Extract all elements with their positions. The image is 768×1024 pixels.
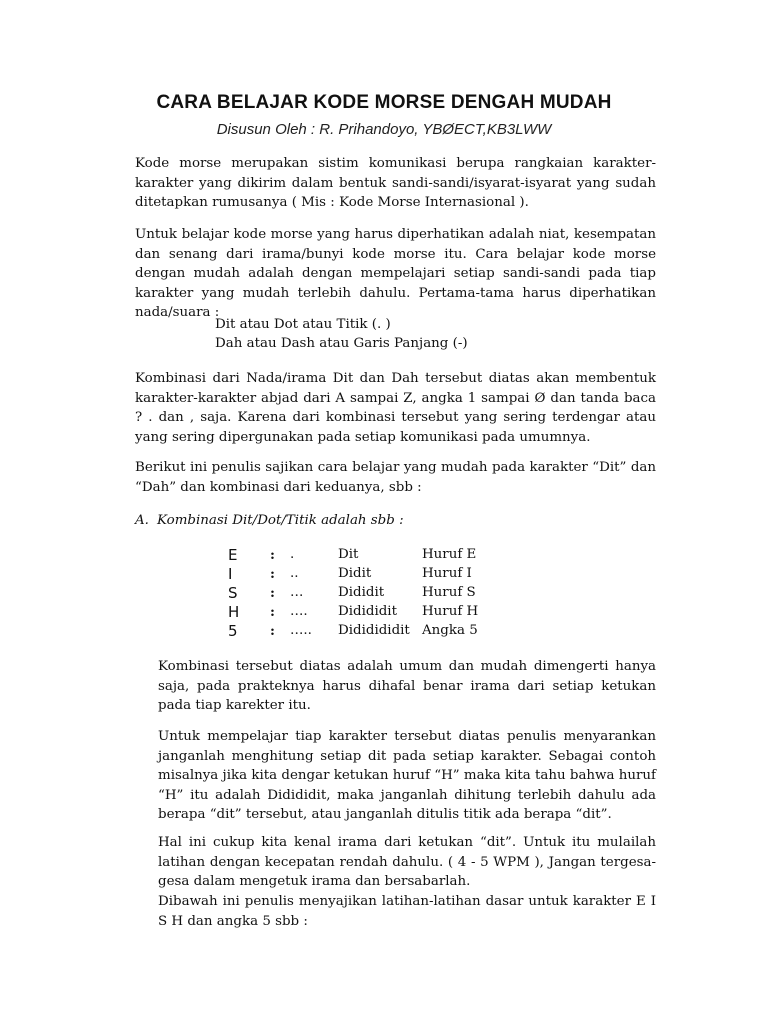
- combo-colon: :: [270, 603, 275, 620]
- combo-char: E: [228, 545, 238, 564]
- rhythm-paragraph: Hal ini cukup kita kenal irama dari ketukan “dit”. Untuk itu mulailah latihan dengan kecepatan rendah dahulu. ( 4 - 5 WPM ), Jangan tergesa-gesa dalam mengetuk irama dan bersabarlah.: [158, 835, 656, 890]
- combo-desc: Huruf I: [422, 566, 472, 581]
- combo-char: 5: [228, 621, 238, 640]
- table-row: [228, 621, 478, 640]
- combo-colon: :: [270, 584, 275, 601]
- combo-dots: ..: [290, 566, 299, 581]
- table-row: [228, 602, 478, 621]
- combo-name: Didit: [338, 566, 372, 581]
- section-a-text: Kombinasi Dit/Dot/Titik adalah sbb :: [157, 513, 404, 528]
- intro-paragraph: Kode morse merupakan sistim komunikasi berupa rangkaian karakter-karakter yang dikirim dalam bentuk sandi-sandi/isyarat-isyarat yang sudah ditetapkan rumusanya ( Mis : Kode Morse Internasional ).: [135, 156, 656, 211]
- combo-desc: Huruf S: [422, 585, 476, 600]
- combo-dots: .: [290, 547, 295, 562]
- combo-name: Didididit: [338, 604, 397, 619]
- combo-colon: :: [270, 546, 275, 563]
- combination-paragraph: Kombinasi dari Nada/irama Dit dan Dah tersebut diatas akan membentuk karakter-karakter abjad dari A sampai Z, angka 1 sampai Ø dan tanda baca ? . dan , saja. Karena dari kombinasi tersebut yang sering terdengar atau yang sering dipergunakan pada setiap komunikasi pada umumnya.: [135, 371, 656, 445]
- combo-dots: …: [290, 585, 304, 600]
- definition-dah: Dah atau Dash atau Garis Panjang (-): [215, 336, 468, 351]
- learning-paragraph: Untuk belajar kode morse yang harus diperhatikan adalah niat, kesempatan dan senang dari irama/bunyi kode morse itu. Cara belajar kode morse dengan mudah adalah dengan mempelajari setiap sandi-sandi pada tiap karakter yang mudah terlebih dahulu. Pertama-tama harus diperhatikan nada/suara :: [135, 227, 656, 321]
- table-row: [228, 545, 478, 564]
- exercise-intro-paragraph: Dibawah ini penulis menyajikan latihan-latihan dasar untuk karakter E I S H dan angka 5 sbb :: [158, 894, 656, 929]
- advice-paragraph: Untuk mempelajar tiap karakter tersebut diatas penulis menyarankan janganlah menghitung setiap dit pada setiap karakter. Sebagai contoh misalnya jika kita dengar ketukan huruf “H” maka kita tahu bahwa huruf “H” itu adalah Didididit, maka janganlah dihitung terlebih dahulu ada berapa “dit” tersebut, atau janganlah ditulis titik ada berapa “dit”.: [158, 729, 656, 823]
- document-author: Disusun Oleh : R. Prihandoyo, YBØECT,KB3LWW: [216, 121, 552, 138]
- combo-name: Dididididit: [338, 623, 410, 638]
- combo-name: Dididit: [338, 585, 385, 600]
- presentation-paragraph: Berikut ini penulis sajikan cara belajar yang mudah pada karakter “Dit” dan “Dah” dan kombinasi dari keduanya, sbb :: [135, 460, 656, 495]
- combo-colon: :: [270, 622, 275, 639]
- definition-dit: Dit atau Dot atau Titik (. ): [215, 317, 391, 332]
- combo-dots: …..: [290, 623, 312, 638]
- combo-desc: Angka 5: [422, 623, 478, 638]
- document-title: CARA BELAJAR KODE MORSE DENGAH MUDAH: [156, 92, 612, 113]
- combo-dots: ….: [290, 604, 308, 619]
- combo-desc: Huruf H: [422, 604, 479, 619]
- combo-name: Dit: [338, 547, 359, 562]
- practice-paragraph: Kombinasi tersebut diatas adalah umum dan mudah dimengerti hanya saja, pada prakteknya harus dihafal benar irama dari setiap ketukan pada tiap karekter itu.: [158, 659, 656, 714]
- combo-char: H: [228, 602, 240, 621]
- combo-char: S: [228, 583, 238, 602]
- combination-table: [228, 545, 478, 640]
- table-row: [228, 564, 478, 583]
- combo-colon: :: [270, 565, 275, 582]
- combo-desc: Huruf E: [422, 547, 477, 562]
- combo-char: I: [228, 564, 233, 583]
- table-row: [228, 583, 478, 602]
- section-a-label: A.: [135, 513, 149, 528]
- section-a-heading: [135, 513, 404, 528]
